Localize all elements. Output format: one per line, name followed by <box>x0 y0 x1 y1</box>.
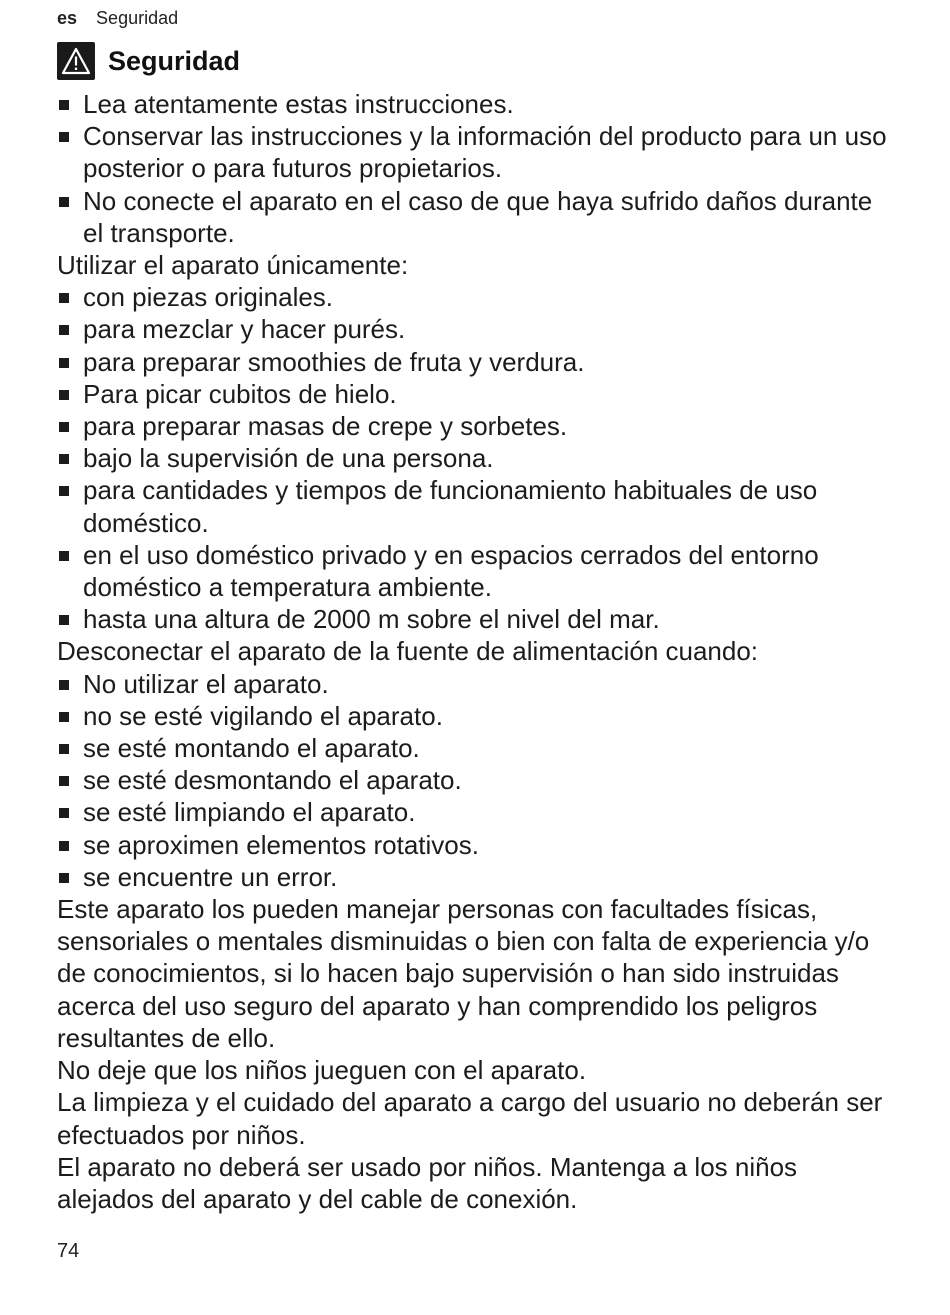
header-section-name: Seguridad <box>96 8 179 28</box>
list-item: para preparar smoothies de fruta y verdura. <box>57 346 897 378</box>
list-item: para preparar masas de crepe y sorbetes. <box>57 410 897 442</box>
paragraph: No deje que los niños jueguen con el aparato. <box>57 1055 587 1086</box>
list-item: se aproximen elementos rotativos. <box>57 829 897 861</box>
list-item: Para picar cubitos de hielo. <box>57 378 897 410</box>
use-heading: Utilizar el aparato únicamente: <box>57 250 409 281</box>
paragraph: Este aparato los pueden manejar personas con facultades físicas, sensoriales o mentales disminuidas o bien con falta de experiencia y/o de conocimientos, si lo hacen bajo supervisión o han sido instruidas acerca del uso seguro del aparato y han comprendido los peligros resultantes de ello. <box>57 894 870 1053</box>
disconnect-list <box>57 668 897 893</box>
disconnect-heading: Desconectar el aparato de la fuente de alimentación cuando: <box>57 636 759 667</box>
list-item: Conservar las instrucciones y la información del producto para un uso posterior o para futuros propietarios. <box>57 120 897 184</box>
language-code: es <box>57 8 78 28</box>
safety-content <box>57 88 897 1215</box>
list-item: se encuentre un error. <box>57 861 897 893</box>
warning-triangle-icon <box>57 42 95 80</box>
page-title: Seguridad <box>108 45 241 76</box>
list-item: No utilizar el aparato. <box>57 668 897 700</box>
intro-list <box>57 88 897 249</box>
list-item: Lea atentamente estas instrucciones. <box>57 88 897 120</box>
list-item: con piezas originales. <box>57 281 897 313</box>
list-item: se esté montando el aparato. <box>57 732 897 764</box>
running-header <box>57 8 178 29</box>
page-number: 74 <box>57 1240 80 1262</box>
list-item: No conecte el aparato en el caso de que haya sufrido daños durante el transporte. <box>57 185 897 249</box>
list-item: en el uso doméstico privado y en espacios cerrados del entorno doméstico a temperatura ambiente. <box>57 539 897 603</box>
list-item: para mezclar y hacer purés. <box>57 313 897 345</box>
list-item: se esté desmontando el aparato. <box>57 764 897 796</box>
list-item: se esté limpiando el aparato. <box>57 796 897 828</box>
paragraph: La limpieza y el cuidado del aparato a cargo del usuario no deberán ser efectuados por niños. <box>57 1087 883 1150</box>
list-item: hasta una altura de 2000 m sobre el nivel del mar. <box>57 603 897 635</box>
list-item: para cantidades y tiempos de funcionamiento habituales de uso doméstico. <box>57 474 897 538</box>
paragraph: El aparato no deberá ser usado por niños. Mantenga a los niños alejados del aparato y del cable de conexión. <box>57 1151 798 1214</box>
section-heading <box>57 42 240 80</box>
list-item: no se esté vigilando el aparato. <box>57 700 897 732</box>
list-item: bajo la supervisión de una persona. <box>57 442 897 474</box>
use-list <box>57 281 897 635</box>
